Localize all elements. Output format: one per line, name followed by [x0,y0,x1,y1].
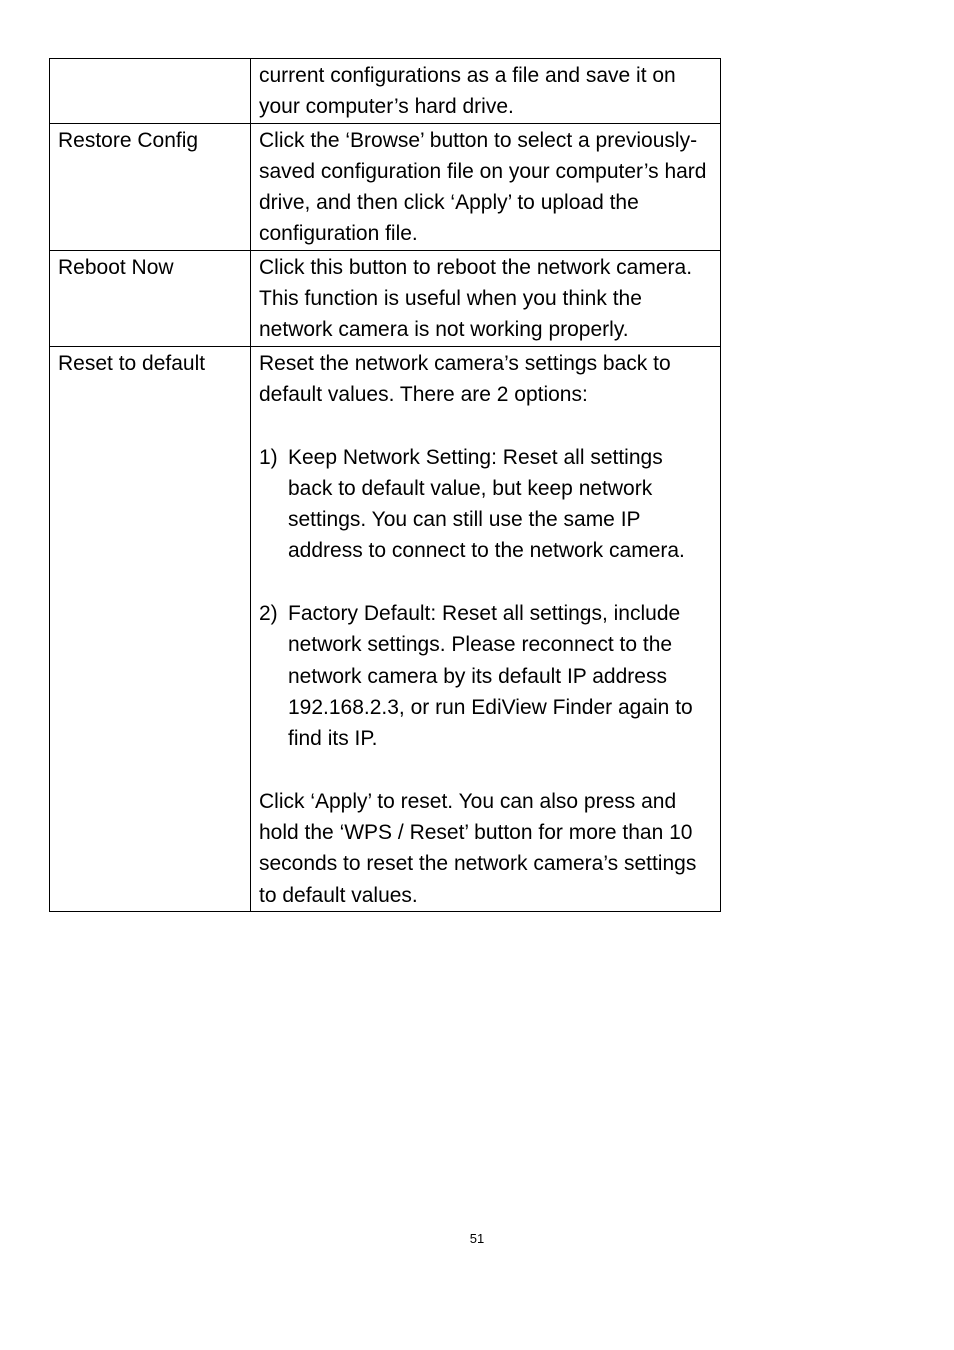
row-label [50,59,251,124]
paragraph-spacer [259,410,712,441]
option-item [259,598,712,754]
option-item [259,442,712,567]
row-description [251,123,721,250]
description-text: current configurations as a file and save it on your computer’s hard drive. [259,64,676,119]
description-text: Click the ‘Browse’ button to select a previously-saved configuration file on your computer’s hard drive, and then click ‘Apply’ to upload the configuration file. [259,128,707,246]
option-text: Factory Default: Reset all settings, include network settings. Please reconnect to the network camera by its default IP address 192.168.2.3, or run EdiView Finder again to find its IP. [288,602,693,751]
option-number: 2) [259,602,278,626]
reset-intro-text: Reset the network camera’s settings back to default values. There are 2 options: [259,351,671,406]
page-number: 51 [469,1231,485,1246]
row-description [251,250,721,346]
description-text: Click this button to reboot the network camera. This function is useful when you think the network camera is not working properly. [259,255,693,342]
paragraph-spacer [259,755,712,786]
table-row [50,346,721,911]
reset-outro-text: Click ‘Apply’ to reset. You can also press and hold the ‘WPS / Reset’ button for more than 10 seconds to reset the network camera’s settings to default values. [259,789,697,907]
row-description [251,59,721,124]
option-number: 1) [259,445,278,469]
row-description [251,346,721,911]
row-label-reboot-now: Reboot Now [50,250,251,346]
row-label-restore-config: Restore Config [50,123,251,250]
table-row [50,123,721,250]
option-text: Keep Network Setting: Reset all settings back to default value, but keep network settings. You can still use the same IP address to connect to the network camera. [288,445,685,563]
paragraph-spacer [259,567,712,598]
row-label-reset-to-default: Reset to default [50,346,251,911]
settings-table [49,58,721,912]
table-row [50,59,721,124]
table-row [50,250,721,346]
